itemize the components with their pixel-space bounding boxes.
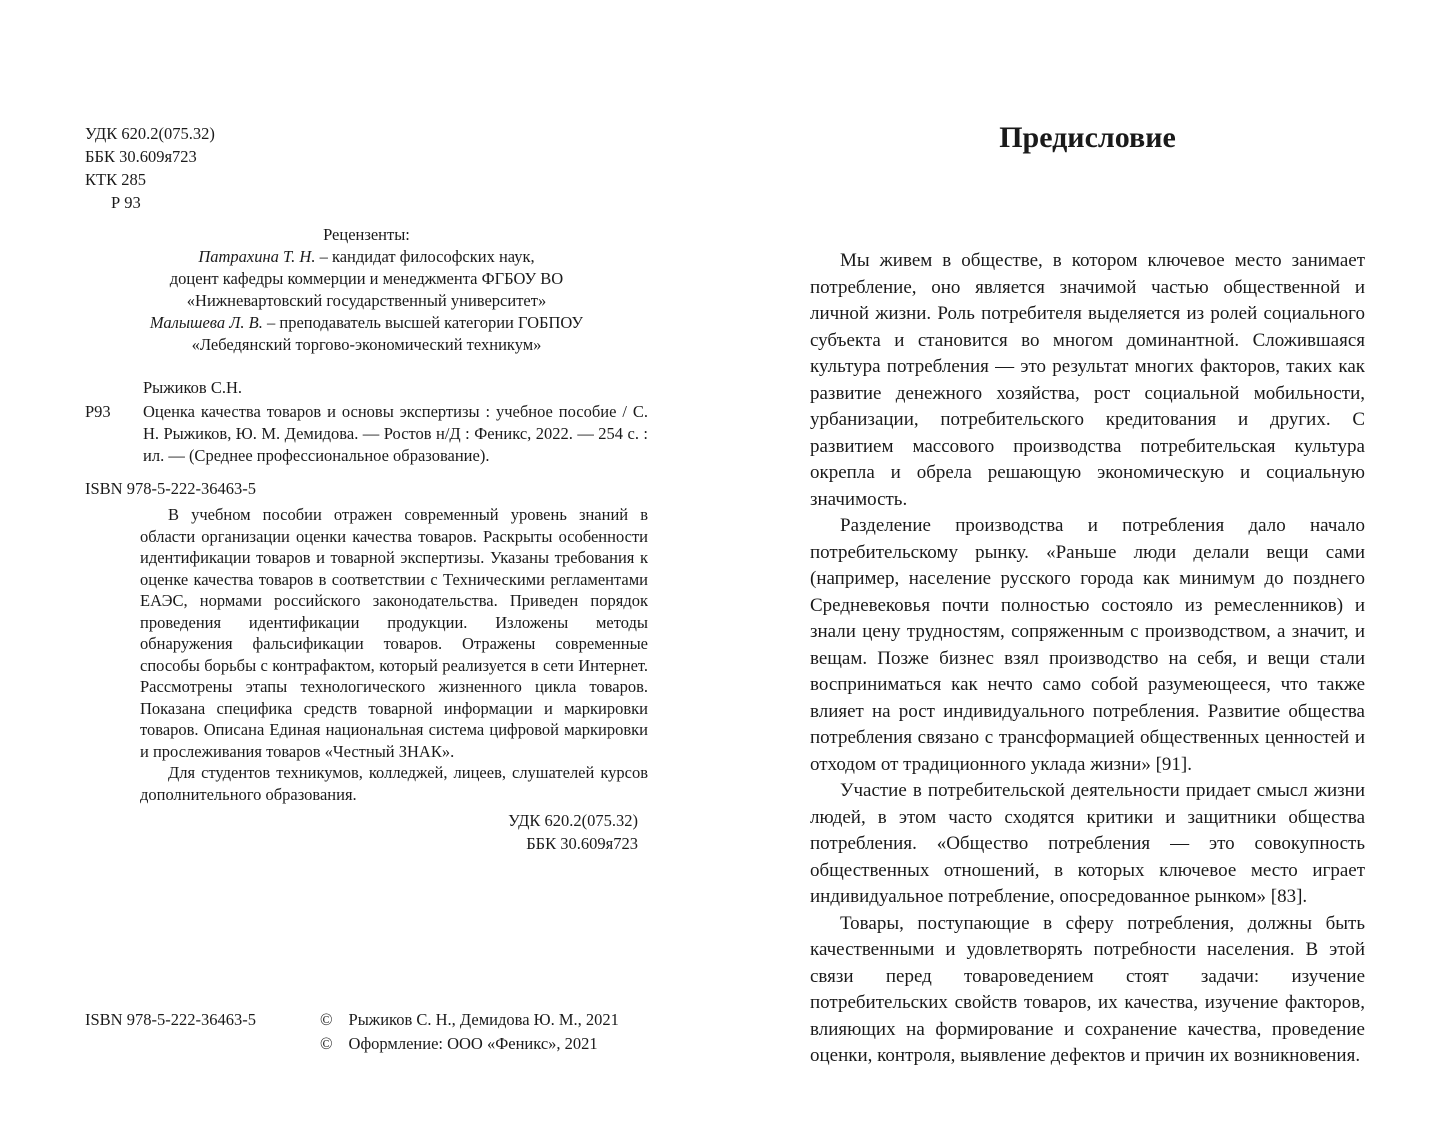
reviewers-block	[85, 224, 648, 356]
classification-codes-right	[140, 809, 638, 855]
reviewer-2-line	[85, 312, 648, 334]
udk-code-right: УДК 620.2(075.32)	[508, 811, 638, 830]
imprint-page	[85, 122, 648, 1082]
copyright-authors: Рыжиков С. Н., Демидова Ю. М., 2021	[348, 1010, 619, 1029]
copyright-design-row	[320, 1032, 619, 1056]
reviewer-1-affiliation-line: доцент кафедры коммерции и менеджмента ФГБОУ ВО	[169, 269, 564, 288]
catalog-entry-block	[85, 376, 648, 467]
preface-paragraph-2: Разделение производства и потребления дало начало потребительскому рынку. «Раньше люди делали вещи сами (например, население русского города как минимум до позднего Средневековья почти полностью состояло из ремесленников) и знали цену трудностям, сопряженным с производством, а значит, и вещам. Позже бизнес взял производство на себя, и вещи стали восприниматься как нечто само собой разумеющееся, что также влияет на рост индивидуального потребления. Развитие общества потребления связано с трансформацией общественных ценностей и отходом от традиционного уклада жизни» [91].	[810, 515, 1365, 775]
catalog-description: Оценка качества товаров и основы экспертизы : учебное пособие / С. Н. Рыжиков, Ю. М. Демидова. — Ростов н/Д : Феникс, 2022. — 254 с. : ил. — (Среднее профессиональное образование).	[143, 402, 648, 465]
reviewer-1-university: «Нижневартовский государственный университет»	[186, 291, 547, 310]
copyright-design: Оформление: ООО «Феникс», 2021	[348, 1034, 598, 1053]
preface-body	[810, 248, 1365, 1070]
preface-paragraph-3: Участие в потребительской деятельности придает смысл жизни людей, в этом часто сходятся критики и защитники общества потребления. «Общество потребления — это совокупность общественных отношений, в которых ключевое место играет индивидуальное потребление, опосредованное рынком» [83].	[810, 780, 1365, 907]
reviewer-2-college: «Лебедянский торгово-экономический техникум»	[191, 335, 542, 354]
ktk-code: КТК 285	[85, 170, 146, 189]
r-code: Р 93	[111, 193, 141, 212]
audience-paragraph: Для студентов техникумов, колледжей, лицеев, слушателей курсов дополнительного образования.	[140, 763, 648, 804]
reviewer-1-name: Патрахина Т. Н.	[198, 247, 316, 266]
preface-paragraph-1: Мы живем в обществе, в котором ключевое место занимает потребление, оно является значимой частью общественной и личной жизни. Роль потребителя выделяется из ролей социального субъекта и становится во многом доминантной. Сложившаяся культура потребления — это результат многих факторов, таких как развитие денежного хозяйства, рост социальной мобильности, урбанизации, потребительского кредитования и других. С развитием массового производства потребительская культура окрепла и обрела решающую экономическую и социальную значимость.	[810, 250, 1365, 510]
copyright-block	[320, 1008, 619, 1056]
catalog-entry	[85, 401, 648, 467]
copyright-sign-icon: ©	[320, 1010, 333, 1029]
reviewer-1-line	[85, 246, 648, 268]
catalog-code: Р93	[85, 402, 111, 421]
copyright-authors-row	[320, 1008, 619, 1032]
preface-page	[810, 120, 1365, 1070]
reviewer-2-name: Малышева Л. В.	[149, 313, 263, 332]
annotation-block	[140, 504, 648, 805]
reviewer-1-title: – кандидат философских наук,	[315, 247, 535, 266]
page-title: Предисловие	[999, 121, 1176, 154]
udk-code: УДК 620.2(075.32)	[85, 124, 215, 143]
preface-paragraph-4: Товары, поступающие в сферу потребления, должны быть качественными и удовлетворять потребности населения. В этой связи перед товароведением стоят задачи: изучение потребительских свойств товаров, их качества, изучение факторов, влияющих на формирование и сохранение качества, проведение оценки, контроля, выявление дефектов и причин их возникновения.	[810, 912, 1365, 1066]
isbn-bottom: ISBN 978-5-222-36463-5	[85, 1010, 256, 1029]
isbn-top: ISBN 978-5-222-36463-5	[85, 479, 256, 498]
reviewer-2-title: – преподаватель высшей категории ГОБПОУ	[262, 313, 584, 332]
bbk-code: ББК 30.609я723	[85, 147, 197, 166]
annotation-paragraph: В учебном пособии отражен современный уровень знаний в области организации оценки качества товаров. Раскрыты особенности идентификации товаров и товарной экспертизы. Указаны требования к оценке качества товаров в соответствии с Техническими регламентами ЕАЭС, нормами российского законодательства. Приведен порядок проведения идентификации продукции. Изложены методы обнаружения фальсификации товаров. Отражены современные способы борьбы с контрафактом, который реализуется в сети Интернет. Рассмотрены этапы технологического жизненного цикла товаров. Показана специфика средств товарной информации и маркировки товаров. Описана Единая национальная система цифровой маркировки и прослеживания товаров «Честный ЗНАК».	[140, 505, 648, 761]
catalog-author: Рыжиков С.Н.	[143, 378, 243, 397]
reviewers-heading: Рецензенты:	[323, 225, 410, 244]
bbk-code-right: ББК 30.609я723	[526, 834, 638, 853]
copyright-sign-icon: ©	[320, 1034, 333, 1053]
classification-codes	[85, 122, 648, 214]
